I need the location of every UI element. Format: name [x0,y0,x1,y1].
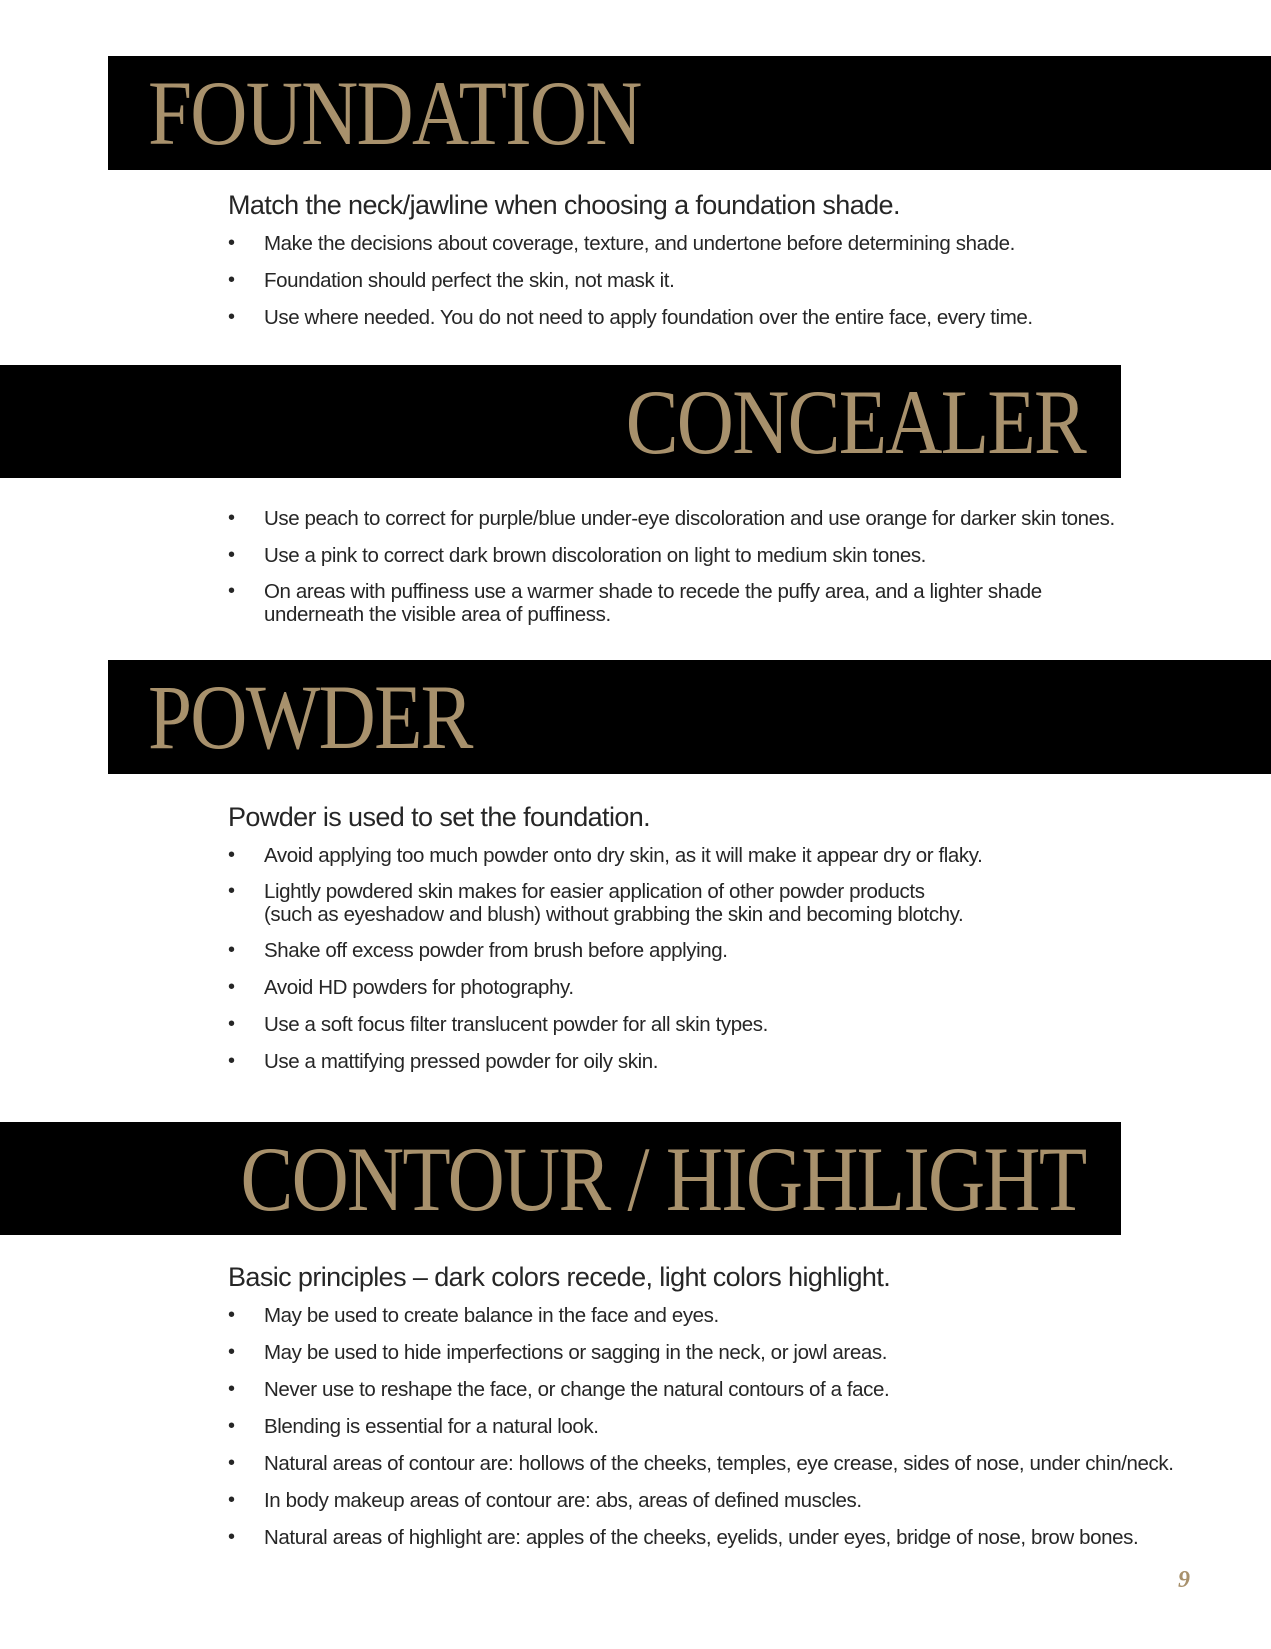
section-lead: Powder is used to set the foundation. [228,802,651,832]
bullet-icon: • [228,1415,235,1437]
list-item-text: Use a soft focus filter translucent powder for all skin types. [264,1013,768,1036]
list-item [228,1303,1128,1328]
bullet-icon: • [228,580,235,602]
list-item [228,1488,1128,1513]
list-item-text: (such as eyeshadow and blush) without grabbing the skin and becoming blotchy. [264,903,964,926]
bullet-icon: • [228,507,235,529]
list-item [228,580,1128,626]
list-item [228,305,1128,330]
bullet-icon: • [228,269,235,291]
section-title: CONTOUR / HIGHLIGHT [240,1127,1085,1230]
list-item-text: Foundation should perfect the skin, not mask it. [264,269,675,292]
list-item-text: underneath the visible area of puffiness. [264,603,611,626]
list-item-text: Make the decisions about coverage, texture, and undertone before determining shade. [264,232,1015,255]
section-header-foundation [108,56,1271,170]
section-title: FOUNDATION [148,62,641,164]
list-item-text: Use where needed. You do not need to apply foundation over the entire face, every time. [264,306,1033,329]
contour-highlight-section [228,1262,1174,1562]
bullet-icon: • [228,1050,235,1072]
list-item [228,1414,1128,1439]
bullet-icon: • [228,544,235,566]
bullet-icon: • [228,939,235,961]
powder-section [228,802,1128,1086]
list-item-text: Use a pink to correct dark brown discoloration on light to medium skin tones. [264,544,926,567]
bullet-icon: • [228,1013,235,1035]
section-header-powder [108,660,1271,774]
list-item-text: Avoid HD powders for photography. [264,976,574,999]
list-item [228,880,1128,926]
bullet-list [228,843,1128,1074]
bullet-icon: • [228,844,235,866]
bullet-icon: • [228,306,235,328]
list-item [228,975,1128,1000]
list-item-text: Use a mattifying pressed powder for oily skin. [264,1050,659,1073]
list-item-text: May be used to hide imperfections or sagging in the neck, or jowl areas. [264,1341,887,1364]
list-item [228,1012,1128,1037]
bullet-list [228,231,1128,330]
bullet-icon: • [228,1304,235,1326]
bullet-icon: • [228,976,235,998]
section-title: CONCEALER [625,370,1085,473]
list-item-text: May be used to create balance in the face and eyes. [264,1304,719,1327]
page-number: 9 [1178,1567,1190,1593]
list-item [228,1451,1174,1476]
section-lead: Match the neck/jawline when choosing a foundation shade. [228,190,900,220]
bullet-icon: • [228,1378,235,1400]
list-item-text: Shake off excess powder from brush before applying. [264,939,728,962]
list-item [228,1377,1128,1402]
section-header-contour-highlight [0,1122,1121,1235]
section-lead: Basic principles – dark colors recede, light colors highlight. [228,1262,891,1292]
list-item [228,231,1128,256]
section-header-concealer [0,365,1121,478]
list-item [228,1525,1139,1550]
list-item [228,1340,1128,1365]
list-item [228,938,1128,963]
list-item-text: In body makeup areas of contour are: abs, areas of defined muscles. [264,1489,862,1512]
list-item-text: On areas with puffiness use a warmer shade to recede the puffy area, and a lighter shade [264,580,1042,603]
list-item-text: Use peach to correct for purple/blue under-eye discoloration and use orange for darker skin tones. [264,507,1115,530]
list-item-text: Blending is essential for a natural look. [264,1415,599,1438]
list-item [228,506,1128,531]
list-item [228,1049,1128,1074]
bullet-list [228,1303,1174,1550]
list-item-text: Lightly powdered skin makes for easier application of other powder products [264,880,925,903]
bullet-icon: • [228,1489,235,1511]
list-item-text: Avoid applying too much powder onto dry skin, as it will make it appear dry or flaky. [264,844,983,867]
bullet-icon: • [228,1526,235,1548]
bullet-list [228,506,1128,626]
bullet-icon: • [228,1452,235,1474]
section-title: POWDER [148,666,472,768]
list-item [228,268,1128,293]
list-item [228,843,1128,868]
list-item-text: Natural areas of highlight are: apples of the cheeks, eyelids, under eyes, bridge of nose, brow bones. [264,1526,1139,1549]
foundation-section [228,190,1128,342]
bullet-icon: • [228,1341,235,1363]
list-item-text: Natural areas of contour are: hollows of the cheeks, temples, eye crease, sides of nose, under chin/neck. [264,1452,1174,1475]
bullet-icon: • [228,232,235,254]
concealer-section [228,506,1128,638]
list-item-text: Never use to reshape the face, or change the natural contours of a face. [264,1378,890,1401]
bullet-icon: • [228,880,235,902]
list-item [228,543,1128,568]
